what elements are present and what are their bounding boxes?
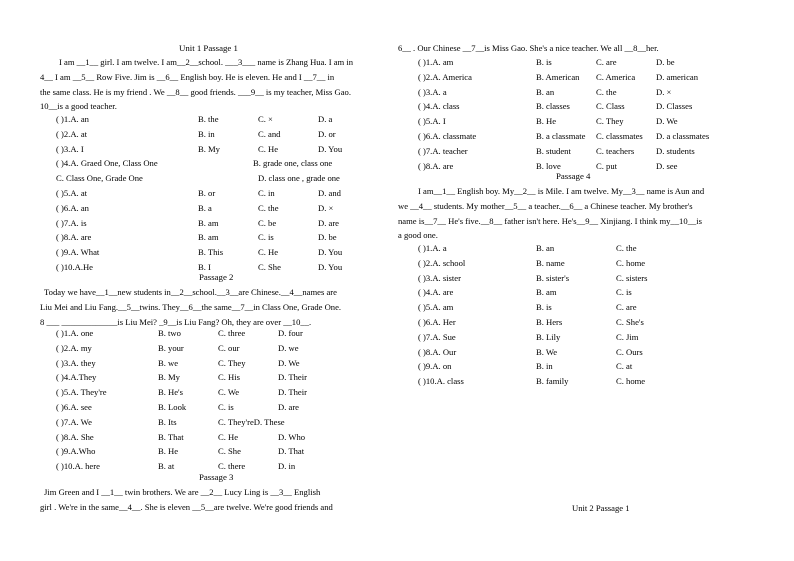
question-stem: ( )3.A. I	[56, 143, 84, 154]
answer-option: B. in	[536, 361, 553, 372]
answer-option: D. or	[318, 128, 336, 139]
answer-option: C. They'reD. These	[218, 416, 285, 427]
question-stem: ( )6.A. Her	[418, 317, 456, 327]
passage-text-line: 6__ . Our Chinese __7__is Miss Gao. She's a nice teacher. We all __8__her.	[398, 43, 659, 53]
answer-option: B. two	[158, 328, 181, 338]
answer-option: B. This	[198, 247, 224, 258]
answer-option: D. in	[278, 461, 296, 472]
answer-option: D. We	[656, 116, 678, 127]
passage-text-line: I am __1__ girl. I am twelve. I am__2__school. ___3___ name is Zhang Hua. I am in	[59, 57, 354, 67]
answer-option: D. students	[656, 145, 695, 156]
question-stem: ( )4.A. Graed One, Class One	[56, 158, 158, 169]
question-stem: ( )4.A. class	[418, 101, 460, 112]
answer-option: B. student	[536, 145, 571, 156]
answer-option: D. are	[318, 217, 339, 228]
answer-option: C. Jim	[616, 331, 639, 342]
answer-option: D. be	[656, 57, 675, 67]
answer-option: C. We	[218, 387, 240, 398]
answer-option: C. classmates	[596, 131, 643, 141]
answer-option: D. ×	[656, 86, 672, 97]
answer-option: B. am	[198, 217, 219, 228]
answer-option: C. three	[218, 328, 246, 338]
passage-text-line: I am__1__ English boy. My__2__ is Mile. I am twelve. My__3__ name is Aun and	[418, 186, 705, 196]
answer-option: D. That	[278, 446, 305, 457]
answer-option: D. ×	[318, 202, 334, 213]
passage-text-line: name is__7__ He's five.__8__ father isn't here. He's__9__ Xinjiang. I think my__10__is	[398, 215, 702, 226]
passage-text-line: 8 ___ _____________is Liu Mei? _9__is Liu Fang? Oh, they are over __10__.	[40, 316, 312, 327]
answer-option: D. we	[278, 342, 299, 353]
answer-option: C. ×	[258, 114, 273, 124]
answer-option: B. am	[536, 287, 557, 298]
answer-option: B. grade one, class one	[253, 158, 333, 169]
answer-option: C. They	[218, 357, 246, 368]
passage-text-line: a good one.	[398, 230, 438, 241]
answer-option: B. or	[198, 188, 216, 198]
question-stem: ( )1.A. an	[56, 114, 89, 124]
answer-option: D. a	[318, 114, 333, 124]
answer-option: C. She	[218, 446, 241, 457]
question-stem: ( )6.A. classmate	[418, 131, 477, 141]
answer-option: D. You	[318, 262, 343, 272]
answer-option: B. is	[536, 302, 552, 313]
answer-option: C. home	[616, 376, 646, 387]
answer-option: C. She's	[616, 317, 644, 327]
answer-option: B. am	[198, 232, 219, 243]
answer-option: B. He	[158, 446, 179, 457]
answer-option: B. I	[198, 262, 211, 272]
answer-option: B. Look	[158, 402, 187, 412]
passage-text-line: 10__is a good teacher.	[40, 101, 117, 112]
answer-option: B. He's	[158, 387, 183, 398]
question-stem: ( )1.A. am	[418, 57, 454, 67]
answer-option: B. American	[536, 71, 580, 82]
answer-option: D. We	[278, 357, 300, 368]
answer-option: D. Their	[278, 372, 307, 383]
answer-option: B. family	[536, 376, 569, 387]
answer-option: C. the	[596, 86, 617, 97]
question-stem: ( )1.A. one	[56, 328, 94, 338]
question-stem: C. Class One, Grade One	[56, 173, 143, 184]
question-stem: ( )10.A. here	[56, 461, 100, 472]
answer-option: D. be	[318, 232, 337, 243]
answer-option: C. and	[258, 128, 281, 139]
question-stem: ( )6.A. an	[56, 202, 89, 213]
answer-option: C. She	[258, 262, 281, 272]
answer-option: C. He	[218, 431, 239, 442]
answer-option: B. He	[536, 116, 557, 127]
answer-option: C. is	[616, 287, 632, 298]
answer-option: B. a	[198, 202, 212, 213]
answer-option: D. a classmates	[656, 131, 710, 141]
answer-option: C. the	[258, 202, 279, 213]
answer-option: D. and	[318, 188, 341, 198]
answer-option: C. He	[258, 247, 279, 258]
answer-option: B. Hers	[536, 317, 563, 327]
answer-option: C. is	[258, 232, 274, 243]
answer-option: B. is	[536, 57, 552, 67]
passage-title: Passage 3	[199, 472, 234, 482]
answer-option: D. Classes	[656, 101, 693, 112]
question-stem: ( )7.A. teacher	[418, 145, 468, 156]
question-stem: ( )3.A. sister	[418, 272, 461, 283]
answer-option: D. Their	[278, 387, 307, 398]
answer-option: B. love	[536, 160, 561, 171]
question-stem: ( )7.A. is	[56, 217, 87, 228]
answer-option: D. class one , grade one	[258, 173, 340, 184]
answer-option: C. Class	[596, 101, 625, 112]
question-stem: ( )3.A. a	[418, 86, 447, 97]
answer-option: D. see	[656, 160, 678, 171]
answer-option: B. Lily	[536, 331, 561, 342]
answer-option: B. your	[158, 342, 184, 353]
answer-option: C. be	[258, 217, 277, 228]
passage-text-line: Liu Mei and Liu Fang.__5__twins. They__6__the same__7__in Class One, Grade One.	[40, 301, 342, 312]
answer-option: C. They	[596, 116, 624, 127]
answer-option: C. home	[616, 257, 646, 268]
answer-option: C. put	[596, 160, 618, 171]
question-stem: ( )10.A.He	[56, 262, 93, 272]
answer-option: C. is	[218, 402, 234, 412]
answer-option: D. four	[278, 328, 303, 338]
question-stem: ( )8.A. are	[56, 232, 92, 243]
question-stem: ( )3.A. they	[56, 357, 96, 368]
answer-option: B. the	[198, 114, 219, 124]
answer-option: B. name	[536, 257, 565, 268]
answer-option: D. You	[318, 247, 343, 258]
question-stem: ( )7.A. Sue	[418, 331, 456, 342]
answer-option: B. Its	[158, 416, 177, 427]
passage-text-line: Jim Green and I __1__ twin brothers. We are __2__ Lucy Ling is __3__ English	[44, 487, 321, 497]
question-stem: ( )9.A. on	[418, 361, 452, 372]
passage-title: Passage 2	[199, 272, 234, 282]
question-stem: ( )9.A.Who	[56, 446, 96, 457]
answer-option: C. in	[258, 188, 275, 198]
question-stem: ( )10.A. class	[418, 376, 464, 387]
answer-option: B. sister's	[536, 272, 570, 283]
answer-option: B. an	[536, 86, 555, 97]
question-stem: ( )6.A. see	[56, 402, 92, 412]
page-footer: Unit 2 Passage 1	[572, 503, 630, 513]
answer-option: C. there	[218, 461, 246, 472]
question-stem: ( )5.A. I	[418, 116, 446, 127]
question-stem: ( )5.A. at	[56, 188, 88, 198]
answer-option: B. We	[536, 346, 558, 357]
answer-option: D. are	[278, 402, 299, 412]
answer-option: B. an	[536, 243, 555, 253]
answer-option: B. at	[158, 461, 175, 472]
answer-option: B. That	[158, 431, 184, 442]
answer-option: C. are	[596, 57, 617, 67]
answer-option: D. american	[656, 71, 698, 82]
question-stem: ( )4.A.They	[56, 372, 97, 383]
question-stem: ( )2.A. school	[418, 257, 466, 268]
question-stem: ( )8.A. Our	[418, 346, 457, 357]
question-stem: ( )2.A. America	[418, 71, 472, 82]
passage-title: Unit 1 Passage 1	[179, 43, 238, 53]
answer-option: C. are	[616, 302, 637, 313]
answer-option: C. our	[218, 342, 240, 353]
answer-option: D. You	[318, 143, 343, 154]
answer-option: C. teachers	[596, 145, 635, 156]
question-stem: ( )5.A. They're	[56, 387, 107, 398]
answer-option: C. America	[596, 71, 636, 82]
question-stem: ( )1.A. a	[418, 243, 447, 253]
answer-option: C. sisters	[616, 272, 648, 283]
passage-title: Passage 4	[556, 171, 591, 181]
passage-text-line: the same class. He is my friend . We __8__ good friends. ___9__ is my teacher, Miss Gao.	[40, 86, 351, 97]
question-stem: ( )8.A. She	[56, 431, 94, 442]
answer-option: C. the	[616, 243, 637, 253]
answer-option: C. at	[616, 361, 633, 372]
answer-option: B. My	[158, 372, 180, 383]
passage-text-line: girl . We're in the same__4__. She is eleven __5__are twelve. We're good friends and	[40, 501, 333, 512]
answer-option: B. My	[198, 143, 220, 154]
answer-option: B. classes	[536, 101, 570, 112]
answer-option: C. His	[218, 372, 240, 383]
passage-text-line: Today we have__1__new students in__2__school.__3__are Chinese.__4__names are	[44, 287, 337, 297]
question-stem: ( )7.A. We	[56, 416, 92, 427]
question-stem: ( )2.A. my	[56, 342, 92, 353]
answer-option: B. in	[198, 128, 215, 139]
question-stem: ( )4.A. are	[418, 287, 454, 298]
answer-option: B. we	[158, 357, 179, 368]
answer-option: C. Ours	[616, 346, 643, 357]
answer-option: D. Who	[278, 431, 306, 442]
question-stem: ( )9.A. What	[56, 247, 100, 258]
answer-option: B. a classmate	[536, 131, 586, 141]
question-stem: ( )2.A. at	[56, 128, 88, 139]
question-stem: ( )5.A. am	[418, 302, 454, 313]
passage-text-line: we __4__ students. My mother__5__ a teacher.__6__ a Chinese teacher. My brother's	[398, 200, 693, 211]
answer-option: C. He	[258, 143, 279, 154]
question-stem: ( )8.A. are	[418, 160, 454, 171]
passage-text-line: 4__ I am __5__ Row Five. Jim is __6__ English boy. He is eleven. He and I __7__ in	[40, 71, 335, 82]
